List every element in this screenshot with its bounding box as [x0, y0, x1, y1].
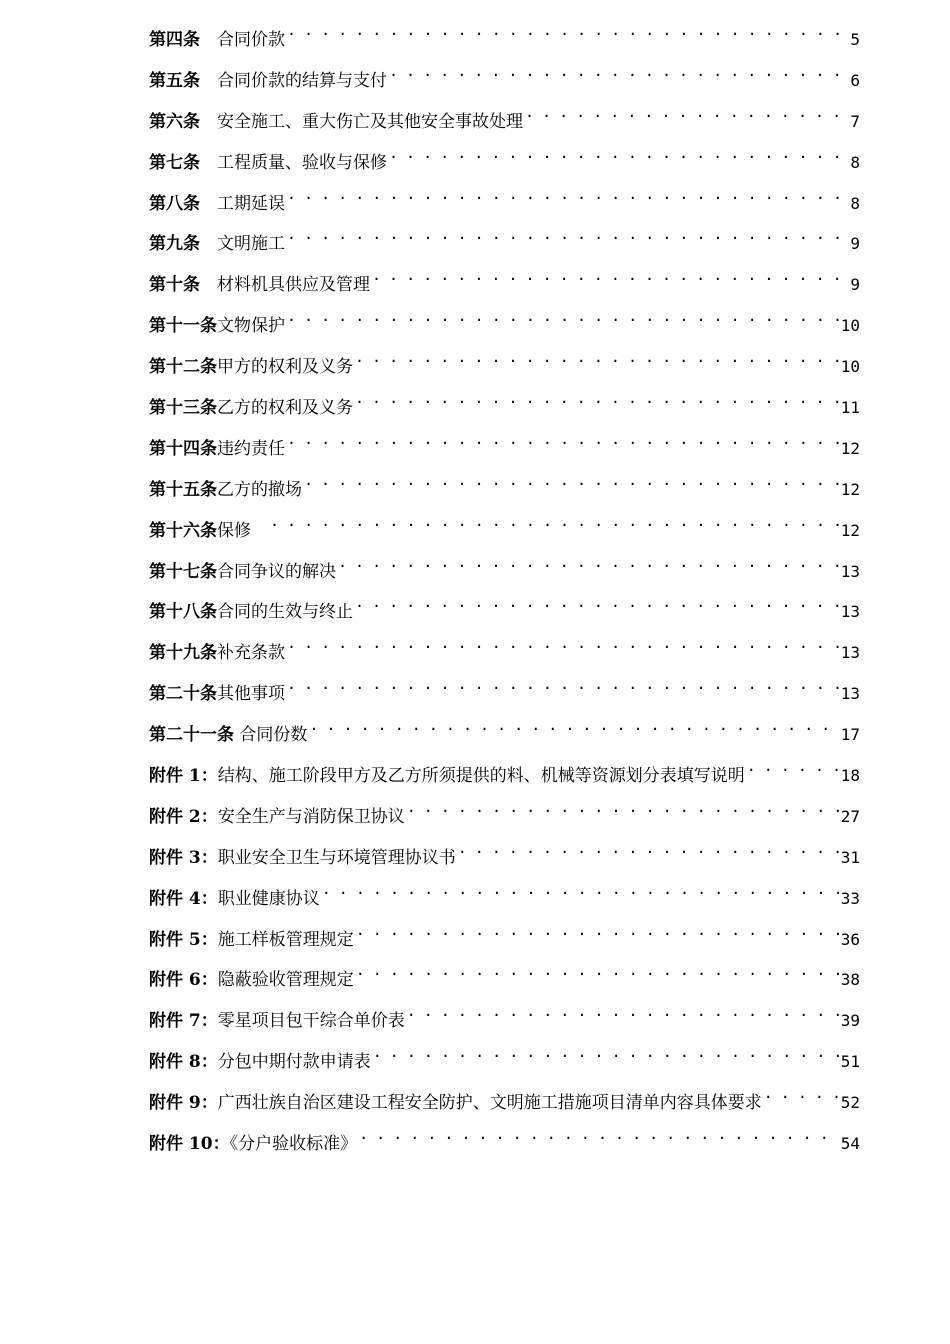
- toc-entry-number: 第十一条: [149, 316, 217, 337]
- toc-leader-dots: [287, 640, 839, 658]
- toc-entry[interactable]: [149, 925, 860, 966]
- toc-entry-title: [149, 148, 387, 178]
- toc-entry[interactable]: [149, 720, 860, 761]
- toc-page-number: 17: [840, 725, 860, 745]
- toc-entry-text: 合同价款的结算与支付: [217, 70, 387, 91]
- toc-entry-text: 合同争议的解决: [217, 561, 336, 582]
- toc-page-number: 13: [840, 602, 860, 622]
- toc-entry[interactable]: [149, 229, 860, 270]
- table-of-contents: [149, 25, 860, 1170]
- toc-leader-dots: [764, 1090, 839, 1108]
- toc-page-number: 13: [840, 684, 860, 704]
- toc-entry-separator: [200, 71, 217, 91]
- toc-entry-number: 附件 1：: [149, 766, 218, 787]
- toc-leader-dots: [356, 967, 839, 985]
- toc-entry[interactable]: [149, 679, 860, 720]
- toc-entry-separator: [200, 234, 217, 254]
- toc-leader-dots: [407, 804, 839, 822]
- toc-leader-dots: [287, 681, 839, 699]
- toc-entry-text: 广西壮族自治区建设工程安全防护、文明施工措施项目清单内容具体要求: [217, 1093, 762, 1114]
- toc-entry[interactable]: [149, 475, 860, 516]
- toc-entry-number: 第八条: [149, 193, 200, 214]
- toc-entry-separator: [200, 30, 217, 50]
- toc-entry-separator: [200, 275, 217, 295]
- toc-entry[interactable]: [149, 965, 860, 1006]
- toc-leader-dots: [389, 150, 848, 168]
- toc-entry-title: [149, 557, 336, 587]
- toc-page-number: 27: [840, 806, 860, 826]
- toc-entry[interactable]: [149, 1047, 860, 1088]
- toc-page-number: 52: [840, 1093, 860, 1113]
- toc-entry-text: 工期延误: [217, 193, 285, 214]
- toc-entry-number: 第九条: [149, 234, 200, 255]
- toc-entry-text: 《分户验收标准》: [229, 1134, 358, 1155]
- toc-entry-text: 合同份数: [239, 725, 308, 746]
- toc-entry-separator: [200, 194, 217, 214]
- toc-entry-title: [149, 107, 523, 137]
- toc-leader-dots: [270, 518, 839, 536]
- toc-page-number: 8: [850, 152, 860, 172]
- toc-entry[interactable]: [149, 1088, 860, 1129]
- toc-entry[interactable]: [149, 802, 860, 843]
- toc-entry-title: [149, 597, 353, 627]
- toc-entry-title: [149, 884, 320, 914]
- toc-entry-text: 零星项目包干综合单价表: [217, 1011, 405, 1032]
- toc-entry-title: [149, 761, 745, 791]
- toc-page-number: 13: [840, 643, 860, 663]
- toc-entry[interactable]: [149, 516, 860, 557]
- toc-entry-text: 安全生产与消防保卫协议: [217, 806, 405, 827]
- toc-entry[interactable]: [149, 107, 860, 148]
- toc-leader-dots: [355, 354, 839, 372]
- toc-entry[interactable]: [149, 270, 860, 311]
- toc-entry-title: [149, 679, 285, 709]
- toc-page-number: 7: [850, 111, 860, 131]
- toc-entry-number: 附件 7：: [149, 1011, 218, 1032]
- toc-entry-number: 附件 2：: [149, 806, 218, 827]
- toc-entry-title: [149, 925, 354, 955]
- toc-entry-number: 第四条: [149, 30, 200, 50]
- toc-page-number: 8: [850, 193, 860, 213]
- toc-entry-number: 附件 5：: [149, 929, 218, 950]
- toc-entry-separator: [200, 112, 217, 132]
- toc-entry[interactable]: [149, 1006, 860, 1047]
- toc-leader-dots: [373, 1049, 839, 1067]
- toc-entry-title: [149, 434, 285, 464]
- toc-leader-dots: [309, 722, 838, 740]
- toc-entry-number: 附件 3：: [149, 847, 218, 868]
- toc-leader-dots: [407, 1008, 839, 1026]
- toc-entry-text: 职业安全卫生与环境管理协议书: [217, 847, 456, 868]
- toc-entry[interactable]: [149, 189, 860, 230]
- toc-entry[interactable]: [149, 638, 860, 679]
- toc-page-number: 51: [840, 1052, 860, 1072]
- toc-page-number: 31: [840, 847, 860, 867]
- toc-page-number: 12: [840, 479, 860, 499]
- toc-leader-dots: [359, 1131, 839, 1149]
- toc-entry-text: 工程质量、验收与保修: [217, 152, 387, 173]
- toc-entry-text: 安全施工、重大伤亡及其他安全事故处理: [217, 111, 523, 132]
- toc-entry-number: 附件 4：: [149, 888, 218, 909]
- toc-entry-text: 隐蔽验收管理规定: [217, 970, 354, 991]
- toc-entry-text: 结构、施工阶段甲方及乙方所须提供的料、机械等资源划分表填写说明: [217, 766, 745, 787]
- toc-entry-text: 违约责任: [217, 438, 285, 459]
- toc-page-number: 38: [840, 970, 860, 990]
- toc-leader-dots: [304, 477, 839, 495]
- toc-entry-number: 第十条: [149, 275, 200, 296]
- toc-page-number: 5: [850, 30, 860, 49]
- toc-leader-dots: [287, 313, 839, 331]
- toc-entry-title: [149, 1129, 357, 1159]
- toc-entry-number: 第五条: [149, 70, 200, 91]
- toc-entry-title: [149, 965, 354, 995]
- toc-page-number: 33: [840, 888, 860, 908]
- toc-entry-number: 第十九条: [149, 643, 217, 664]
- toc-leader-dots: [372, 272, 848, 290]
- toc-entry-text: 分包中期付款申请表: [217, 1052, 371, 1073]
- toc-entry[interactable]: [149, 434, 860, 475]
- toc-entry[interactable]: [149, 884, 860, 925]
- toc-entry-title: [149, 66, 387, 96]
- toc-entry-number: 第十二条: [149, 357, 217, 378]
- toc-entry-number: 第十五条: [149, 479, 217, 500]
- toc-entry-title: [149, 311, 285, 341]
- toc-page-number: 10: [840, 316, 860, 336]
- toc-entry-number: 附件 10：: [149, 1134, 230, 1155]
- toc-leader-dots: [355, 599, 839, 617]
- toc-entry-number: 第七条: [149, 152, 200, 173]
- toc-entry-title: [149, 1047, 371, 1077]
- toc-entry-title: [149, 516, 268, 546]
- toc-entry-text: 材料机具供应及管理: [217, 275, 370, 296]
- toc-leader-dots: [287, 191, 848, 209]
- toc-entry-title: [149, 475, 302, 505]
- toc-page-number: 13: [840, 561, 860, 581]
- toc-entry-title: [149, 720, 307, 750]
- toc-entry-number: 第二十一条: [149, 725, 234, 746]
- toc-entry[interactable]: [149, 66, 860, 107]
- toc-page-number: 18: [840, 766, 860, 786]
- toc-page-number: 6: [850, 70, 860, 90]
- toc-entry-number: 附件 6：: [149, 970, 218, 991]
- toc-leader-dots: [525, 109, 848, 127]
- toc-page-number: 10: [840, 357, 860, 377]
- toc-entry-number: 附件 9：: [149, 1093, 218, 1114]
- toc-page-number: 9: [850, 234, 860, 254]
- toc-entry-text: 合同价款: [217, 30, 285, 50]
- toc-leader-dots: [287, 27, 848, 45]
- toc-entry-text: 乙方的权利及义务: [217, 398, 353, 419]
- toc-entry-number: 第十三条: [149, 398, 217, 419]
- toc-entry-number: 第十八条: [149, 602, 217, 623]
- toc-entry-text: 职业健康协议: [217, 888, 320, 909]
- toc-entry[interactable]: [149, 597, 860, 638]
- toc-entry-title: [149, 25, 285, 55]
- toc-entry[interactable]: [149, 761, 860, 802]
- toc-page-number: 39: [840, 1011, 860, 1031]
- toc-entry[interactable]: [149, 1129, 860, 1170]
- toc-page-number: 9: [850, 275, 860, 295]
- toc-leader-dots: [747, 763, 839, 781]
- toc-page-number: 36: [840, 929, 860, 949]
- toc-entry-title: [149, 270, 370, 300]
- toc-entry[interactable]: [149, 393, 860, 434]
- toc-entry-number: 第六条: [149, 111, 200, 132]
- toc-entry-text: 其他事项: [217, 684, 285, 705]
- toc-entry-number: 附件 8：: [149, 1052, 218, 1073]
- toc-entry-text: 施工样板管理规定: [217, 929, 354, 950]
- toc-entry-title: [149, 843, 456, 873]
- toc-entry-title: [149, 638, 285, 668]
- toc-entry-title: [149, 1088, 762, 1118]
- toc-entry[interactable]: [149, 557, 860, 598]
- toc-entry-number: 第二十条: [149, 684, 217, 705]
- toc-page-number: 54: [840, 1134, 860, 1154]
- toc-entry-text: 乙方的撤场: [217, 479, 302, 500]
- toc-entry-text: 保修: [217, 520, 268, 541]
- toc-entry-text: 合同的生效与终止: [217, 602, 353, 623]
- toc-entry-number: 第十六条: [149, 520, 217, 541]
- toc-leader-dots: [389, 68, 848, 86]
- toc-entry[interactable]: [149, 148, 860, 189]
- toc-page-number: 12: [840, 438, 860, 458]
- toc-leader-dots: [355, 395, 839, 413]
- toc-entry-separator: [200, 153, 217, 173]
- toc-entry-title: [149, 802, 405, 832]
- toc-entry-title: [149, 1006, 405, 1036]
- toc-entry-number: 第十四条: [149, 438, 217, 459]
- toc-leader-dots: [322, 886, 839, 904]
- toc-entry-text: 补充条款: [217, 643, 285, 664]
- toc-entry[interactable]: [149, 311, 860, 352]
- toc-page-number: 11: [840, 398, 860, 418]
- toc-leader-dots: [287, 436, 839, 454]
- toc-leader-dots: [338, 559, 839, 577]
- toc-page-number: 12: [840, 520, 860, 540]
- toc-entry-text: 文物保护: [217, 316, 285, 337]
- toc-leader-dots: [287, 231, 848, 249]
- toc-entry-text: 文明施工: [217, 234, 285, 255]
- toc-leader-dots: [458, 845, 839, 863]
- toc-entry-title: [149, 393, 353, 423]
- toc-entry-title: [149, 189, 285, 219]
- toc-entry[interactable]: [149, 843, 860, 884]
- toc-entry[interactable]: [149, 352, 860, 393]
- toc-entry-title: [149, 352, 353, 382]
- toc-leader-dots: [356, 927, 839, 945]
- toc-entry-title: [149, 229, 285, 259]
- toc-entry-number: 第十七条: [149, 561, 217, 582]
- toc-entry-text: 甲方的权利及义务: [217, 357, 353, 378]
- toc-entry[interactable]: [149, 25, 860, 66]
